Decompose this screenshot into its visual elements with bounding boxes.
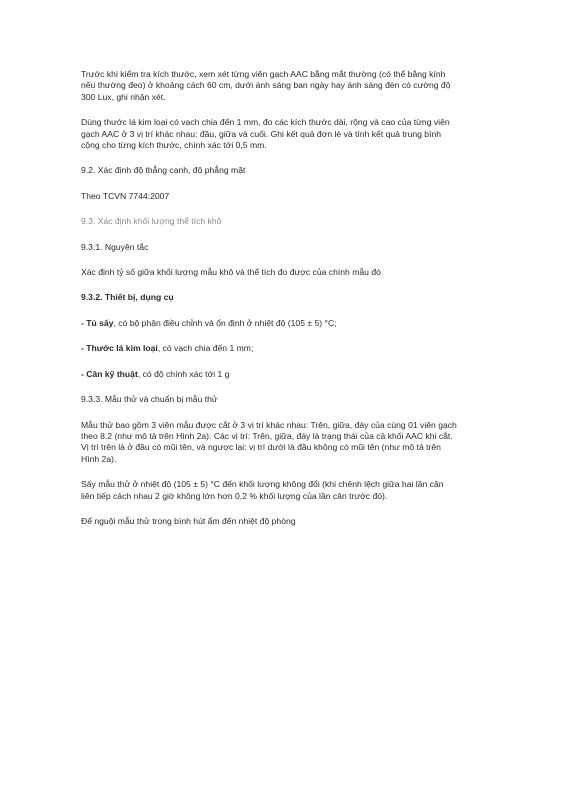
paragraph-sample (81, 420, 501, 466)
paragraph-principle: Xác định tỷ số giữa khối lượng mẫu khô và thể tích đo được của chính mẫu đó (81, 267, 381, 278)
equipment-item-oven (81, 318, 501, 329)
text-line: Hình 2a). (81, 453, 117, 464)
equipment-desc: , có bộ phận điều chỉnh và ổn định ở nhiệt độ (105 ± 5) °C; (113, 317, 337, 328)
document-body (81, 69, 501, 541)
text-line: gạch AAC ở 3 vị trí khác nhau: đầu, giữa và cuối. Ghi kết quả đơn lẻ và tính kết quả trung bình (81, 128, 442, 139)
equipment-name: Thước lá kim loại (86, 343, 158, 354)
paragraph-drying (81, 479, 501, 502)
heading-9-3: 9.3. Xác định khối lượng thể tích khô (81, 216, 222, 227)
text-line: nếu thường đeo) ở khoảng cách 60 cm, dưới ánh sáng ban ngày hay ánh sáng đèn có cường độ (81, 80, 451, 91)
text-line: 300 Lux, ghi nhận xét. (81, 91, 166, 102)
equipment-item-scale (81, 369, 501, 380)
text-line: Sấy mẫu thử ở nhiệt độ (105 ± 5) °C đến khối lượng không đổi (khi chênh lệch giữa hai lần cân (81, 479, 444, 490)
heading-9-2: 9.2. Xác định độ thẳng cạnh, độ phẳng mặt (81, 165, 246, 176)
text-line: cộng cho từng kích thước, chính xác tới 0,5 mm. (81, 140, 267, 151)
equipment-name: Cân kỹ thuật (86, 368, 138, 379)
text-line: Mẫu thử bao gồm 3 viên mẫu được cắt ở 3 vị trí khác nhau: Trên, giữa, đáy của cùng 01 viên gạch (81, 419, 457, 430)
text-line: theo 8.2 (như mô tả trên Hình 2a). Các vị trí: Trên, giữa, đáy là trạng thái của cả khối AAC khi cắt. (81, 430, 453, 441)
paragraph-visual-inspection (81, 69, 501, 103)
standard-reference: Theo TCVN 7744:2007 (81, 190, 170, 201)
equipment-name: Tủ sấy (86, 317, 114, 328)
list-dash: - (81, 343, 87, 354)
list-dash: - (81, 368, 87, 379)
heading-9-3-3: 9.3.3. Mẫu thử và chuẩn bị mẫu thử (81, 394, 218, 405)
equipment-desc: , có độ chính xác tới 1 g (137, 368, 230, 379)
text-line: Dùng thước lá kim loại có vạch chia đến 1 mm, đo các kích thước dài, rộng và cao của từng viên (81, 117, 450, 128)
text-line: Trước khi kiểm tra kích thước, xem xét từng viên gạch AAC bằng mắt thường (có thể bằng kính (81, 69, 446, 79)
heading-9-3-2: 9.3.2. Thiết bị, dụng cụ (81, 292, 174, 303)
paragraph-cooling: Để nguội mẫu thử trong bình hút ẩm đến nhiệt độ phòng (81, 515, 296, 526)
paragraph-measurement (81, 117, 501, 151)
equipment-item-ruler (81, 343, 501, 354)
text-line: Vị trí trên là ở đầu có mũi tên, và ngược lại: vị trí dưới là đầu không có mũi tên (như mô tả trên (81, 442, 441, 453)
heading-9-3-1: 9.3.1. Nguyên tắc (81, 241, 149, 252)
equipment-desc: , có vạch chia đến 1 mm; (157, 343, 254, 354)
list-dash: - (81, 317, 87, 328)
text-line: liên tiếp cách nhau 2 giờ không lớn hơn 0,2 % khối lượng của lần cân trước đó). (81, 490, 388, 501)
